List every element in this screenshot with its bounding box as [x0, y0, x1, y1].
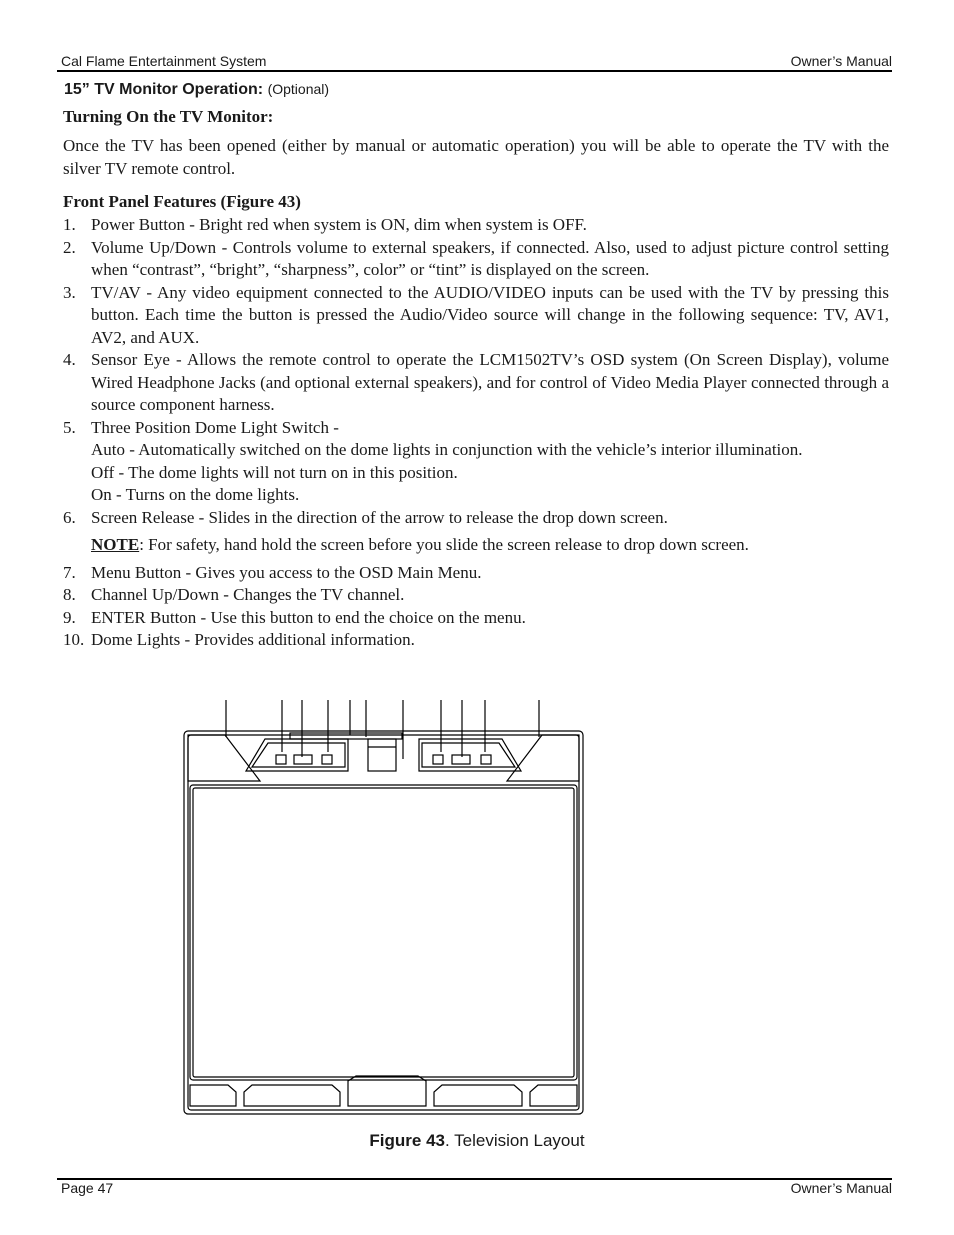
- list-item-text: Channel Up/Down - Changes the TV channel.: [91, 585, 405, 604]
- list-item-subline: Off - The dome lights will not turn on in this position.: [91, 462, 458, 482]
- list-item-text: ENTER Button - Use this button to end the choice on the menu.: [91, 607, 526, 627]
- list-item-number: 8.: [63, 585, 76, 604]
- list-item-text: Menu Button - Gives you access to the OSD Main Menu.: [91, 562, 482, 582]
- list-item: [63, 562, 889, 585]
- list-item-number: 2.: [63, 237, 76, 257]
- list-item: [63, 607, 889, 630]
- screen-release: [368, 739, 396, 771]
- list-item-number: 3.: [63, 282, 76, 302]
- section-optional: (Optional): [267, 81, 330, 97]
- callout-lines: [226, 700, 539, 759]
- power-button: [276, 755, 286, 764]
- menu-button: [433, 755, 443, 764]
- list-item: [63, 237, 889, 282]
- header-rule: [57, 70, 892, 72]
- list-item-text: TV/AV - Any video equipment connected to the AUDIO/VIDEO inputs can be used with the TV by pressing this button. Each time the button is pressed the Audio/Video source will change in the following sequence: TV, AV1, AV2, and AUX.: [91, 282, 889, 347]
- header-left: Cal Flame Entertainment System: [61, 53, 267, 69]
- list-item: [63, 282, 889, 350]
- list-item: [63, 349, 889, 417]
- figure-caption: [0, 1131, 954, 1151]
- volume-button: [294, 755, 312, 764]
- figure-caption-text: . Television Layout: [445, 1131, 585, 1150]
- note-label: NOTE: [91, 535, 140, 554]
- list-item: [63, 584, 889, 607]
- list-item-number: 1.: [63, 215, 76, 234]
- list-item-number: 7.: [63, 562, 76, 582]
- list-item-text: Power Button - Bright red when system is ON, dim when system is OFF.: [91, 215, 587, 234]
- list-item-subline: Auto - Automatically switched on the dome lights in conjunction with the vehicle’s interior illumination.: [91, 440, 803, 459]
- list-item-number: 4.: [63, 350, 76, 369]
- section-title-text: 15” TV Monitor Operation:: [64, 81, 264, 98]
- figure-label: Figure 43: [369, 1131, 446, 1150]
- list-item: [63, 417, 889, 507]
- front-panel-heading: Front Panel Features (Figure 43): [63, 192, 301, 211]
- list-item-number: 5.: [63, 417, 76, 437]
- note-text: : For safety, hand hold the screen before you slide the screen release to drop down screen.: [139, 535, 749, 554]
- section-title: [64, 81, 329, 99]
- turning-on-text: Once the TV has been opened (either by manual or automatic operation) you will be able to operate the TV with the silver TV remote control.: [63, 136, 889, 178]
- list-item: [63, 507, 889, 557]
- tv-screen: [190, 785, 577, 1080]
- list-item-text: Three Position Dome Light Switch -: [91, 417, 339, 437]
- list-item-text: Dome Lights - Provides additional information.: [91, 630, 415, 649]
- page-number: Page 47: [61, 1180, 114, 1196]
- list-item-text: Volume Up/Down - Controls volume to external speakers, if connected. Also, used to adjust picture control setting when “contrast”, “bright”, “sharpness”, color” or “tint” is displayed on the screen.: [91, 237, 889, 279]
- safety-note: [91, 534, 889, 557]
- list-item-number: 10.: [63, 630, 85, 649]
- list-item: [63, 629, 889, 652]
- list-item-subline: On - Turns on the dome lights.: [91, 485, 300, 504]
- list-item-text: Screen Release - Slides in the direction of the arrow to release the drop down screen.: [91, 507, 668, 527]
- header-right: Owner’s Manual: [790, 53, 892, 69]
- list-item-number: 6.: [63, 507, 76, 527]
- channel-button: [452, 755, 470, 764]
- enter-button: [481, 755, 491, 764]
- turning-on-heading: Turning On the TV Monitor:: [63, 107, 274, 126]
- page-footer: [61, 1180, 892, 1198]
- list-item-number: 9.: [63, 607, 76, 627]
- tv-layout-drawing: [180, 697, 590, 1119]
- footer-right: Owner’s Manual: [790, 1180, 892, 1196]
- tv-layout-figure: [180, 697, 590, 1119]
- page-header: [61, 53, 892, 71]
- features-list: [63, 214, 889, 652]
- tvav-button: [322, 755, 332, 764]
- list-item: [63, 214, 889, 237]
- list-item-text: Sensor Eye - Allows the remote control to operate the LCM1502TV’s OSD system (On Screen Display), volume Wired Headphone Jacks (and optional external speakers), and for control of Video Media Player connected through a source component harness.: [91, 350, 889, 414]
